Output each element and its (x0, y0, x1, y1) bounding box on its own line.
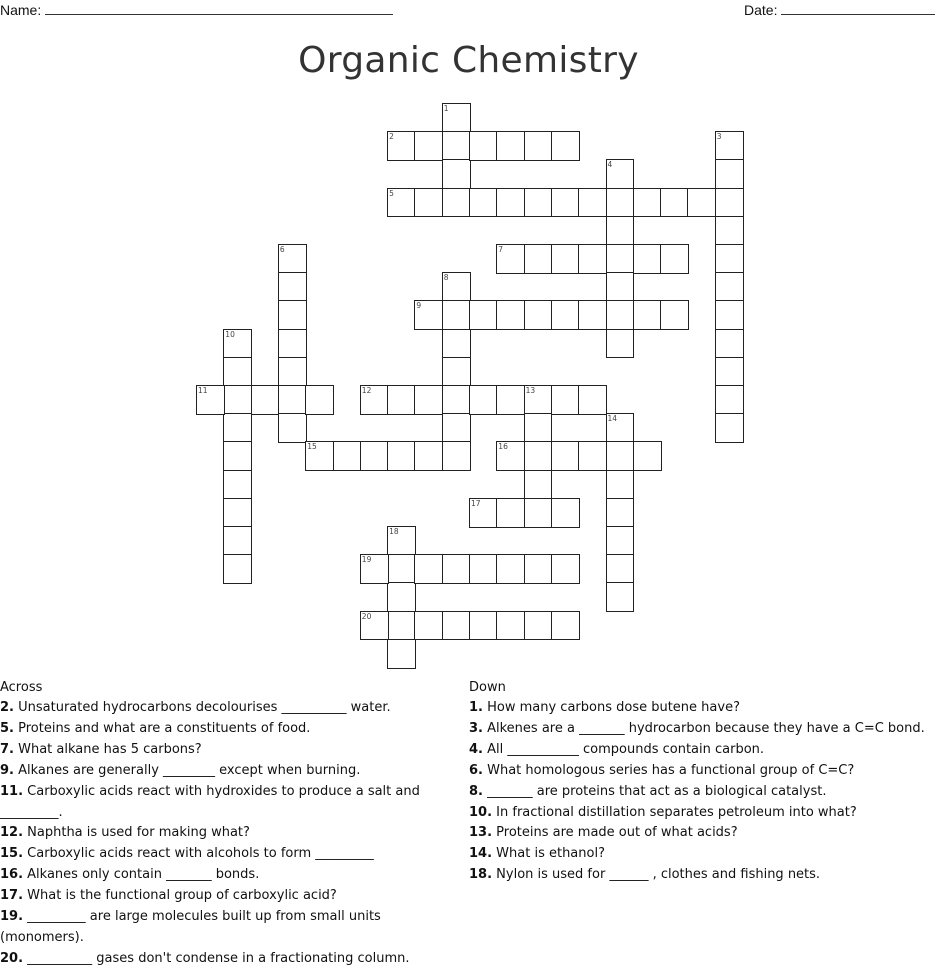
grid-cell[interactable] (305, 441, 334, 471)
grid-cell[interactable] (278, 300, 307, 330)
down-clue (469, 803, 937, 824)
grid-cell[interactable] (469, 131, 498, 161)
grid-cell[interactable] (496, 300, 525, 330)
grid-cell[interactable] (469, 300, 498, 330)
clue-text: In fractional distillation separates petroleum into what? (492, 804, 857, 820)
date-label: Date: (744, 2, 778, 18)
clue-text: Alkanes are generally ________ except when burning. (13, 762, 361, 778)
grid-cell[interactable] (496, 131, 525, 161)
clue-number: 16. (0, 867, 24, 883)
grid-cell[interactable] (551, 300, 580, 330)
grid-cell[interactable] (387, 441, 416, 471)
grid-cell[interactable] (606, 216, 635, 246)
grid-cell[interactable] (606, 526, 635, 556)
grid-cell[interactable] (496, 498, 525, 528)
grid-cell[interactable] (633, 441, 662, 471)
grid-cell[interactable] (278, 244, 307, 274)
grid-cell[interactable] (414, 441, 443, 471)
grid-cell[interactable] (551, 131, 580, 161)
clue-number: 17. (0, 888, 24, 904)
grid-cell[interactable] (524, 385, 553, 415)
grid-cell[interactable] (469, 611, 498, 641)
grid-cell[interactable] (715, 131, 744, 161)
grid-cell[interactable] (715, 385, 744, 415)
grid-cell[interactable] (278, 272, 307, 302)
grid-cell[interactable] (442, 300, 471, 330)
clue-text: What is the functional group of carboxylic acid? (23, 888, 337, 904)
clue-number: 6 (279, 245, 285, 254)
clue-number: 3 (716, 132, 722, 142)
clue-text: Naphtha is used for making what? (23, 825, 250, 841)
clue-number: 18. (469, 867, 493, 883)
clue-number: 7. (0, 741, 14, 757)
grid-cell[interactable] (715, 329, 744, 359)
grid-cell[interactable] (633, 188, 662, 218)
clue-number: 6. (469, 762, 483, 778)
grid-cell[interactable] (606, 470, 635, 500)
grid-cell[interactable] (606, 272, 635, 302)
grid-cell[interactable] (305, 385, 334, 415)
grid-cell[interactable] (387, 188, 416, 218)
across-clue (0, 886, 450, 907)
grid-cell[interactable] (715, 300, 744, 330)
clue-text: Alkanes only contain _______ bonds. (23, 867, 260, 883)
clue-text: Unsaturated hydrocarbons decolourises __________ water. (13, 700, 391, 715)
grid-cell[interactable] (223, 526, 252, 556)
clue-number: 14 (607, 414, 618, 424)
clue-text: Proteins and what are a constituents of food. (13, 720, 311, 736)
grid-cell[interactable] (469, 188, 498, 218)
clue-text: Alkenes are a _______ hydrocarbon because they have a C=C bond. (482, 720, 925, 736)
down-clue (469, 865, 937, 886)
grid-cell[interactable] (414, 131, 443, 161)
across-clue (0, 761, 450, 782)
grid-cell[interactable] (414, 385, 443, 415)
grid-cell[interactable] (442, 385, 471, 415)
clue-text: Carboxylic acids react with alcohols to form _________ (23, 846, 374, 862)
across-clue-list (0, 698, 450, 970)
grid-cell[interactable] (551, 188, 580, 218)
clue-number: 12 (361, 386, 372, 395)
clue-number: 9 (416, 301, 422, 311)
across-clue (0, 782, 450, 824)
grid-cell[interactable] (387, 582, 416, 612)
grid-cell[interactable] (442, 159, 471, 189)
clue-number: 15. (0, 846, 24, 862)
grid-cell[interactable] (442, 103, 471, 133)
across-clue (0, 949, 450, 970)
grid-cell[interactable] (606, 244, 635, 274)
grid-cell[interactable] (715, 413, 744, 443)
grid-cell[interactable] (524, 244, 553, 274)
down-clue (469, 698, 937, 719)
grid-cell[interactable] (606, 188, 635, 218)
clue-text: All ___________ compounds contain carbon. (482, 741, 765, 757)
grid-cell[interactable] (551, 244, 580, 274)
clue-number: 7 (498, 245, 504, 254)
grid-cell[interactable] (223, 441, 252, 471)
grid-cell[interactable] (387, 526, 416, 556)
across-clue (0, 823, 450, 844)
clue-text: What is ethanol? (492, 846, 605, 862)
clue-text: _______ are proteins that act as a biological catalyst. (482, 783, 827, 799)
grid-cell[interactable] (387, 131, 416, 161)
clue-number: 19. (0, 909, 24, 925)
across-clue (0, 740, 450, 761)
grid-cell[interactable] (524, 300, 553, 330)
clue-number: 8. (469, 783, 483, 799)
down-clue (469, 719, 937, 740)
grid-cell[interactable] (551, 498, 580, 528)
grid-cell[interactable] (551, 611, 580, 641)
grid-cell[interactable] (578, 188, 607, 218)
down-clue (469, 844, 937, 865)
grid-cell[interactable] (524, 498, 553, 528)
grid-cell[interactable] (223, 357, 252, 387)
clue-text: __________ gases don't condense in a fractionating column. (23, 950, 410, 966)
grid-cell[interactable] (278, 329, 307, 359)
grid-cell[interactable] (442, 188, 471, 218)
clue-number: 5. (0, 720, 14, 736)
grid-cell[interactable] (524, 554, 553, 584)
clue-number: 11 (198, 386, 208, 395)
grid-cell[interactable] (524, 188, 553, 218)
grid-cell[interactable] (606, 554, 635, 584)
grid-cell[interactable] (442, 131, 471, 161)
grid-cell[interactable] (578, 441, 607, 471)
across-heading: Across (0, 680, 43, 695)
clue-number: 19 (361, 555, 372, 565)
grid-cell[interactable] (387, 611, 416, 641)
grid-cell[interactable] (496, 188, 525, 218)
clue-text: Carboxylic acids react with hydroxides to produce a salt and _________. (0, 783, 420, 820)
grid-cell[interactable] (360, 554, 389, 584)
across-clue (0, 719, 450, 740)
down-clues (469, 678, 937, 886)
clue-number: 5 (389, 188, 394, 198)
grid-cell[interactable] (551, 554, 580, 584)
grid-cell[interactable] (715, 159, 744, 189)
grid-cell[interactable] (223, 413, 252, 443)
clue-number: 2. (0, 700, 14, 715)
grid-cell[interactable] (223, 498, 252, 528)
grid-cell[interactable] (578, 385, 607, 415)
clue-text: Proteins are made out of what acids? (492, 825, 738, 841)
grid-cell[interactable] (606, 441, 635, 471)
grid-cell[interactable] (196, 385, 225, 415)
grid-cell[interactable] (660, 300, 689, 330)
grid-cell[interactable] (496, 244, 525, 274)
grid-cell[interactable] (442, 441, 471, 471)
down-clue (469, 761, 937, 782)
clue-number: 4 (607, 160, 613, 170)
grid-cell[interactable] (360, 441, 389, 471)
clue-text: What homologous series has a functional group of C=C? (482, 762, 855, 778)
grid-cell[interactable] (387, 639, 416, 669)
down-clue (469, 740, 937, 761)
grid-cell[interactable] (633, 244, 662, 274)
name-label: Name: (0, 2, 42, 18)
clue-number: 13 (525, 386, 536, 395)
clue-text: _________ are large molecules built up from small units (monomers). (0, 909, 381, 945)
grid-cell[interactable] (360, 385, 389, 415)
grid-cell[interactable] (414, 188, 443, 218)
grid-cell[interactable] (387, 385, 416, 415)
grid-cell[interactable] (715, 272, 744, 302)
grid-cell[interactable] (442, 272, 471, 302)
grid-cell[interactable] (551, 385, 580, 415)
grid-cell[interactable] (333, 441, 362, 471)
grid-cell[interactable] (496, 554, 525, 584)
clue-number: 15 (307, 442, 317, 452)
grid-cell[interactable] (524, 131, 553, 161)
grid-cell[interactable] (442, 413, 471, 443)
grid-cell[interactable] (442, 357, 471, 387)
grid-cell[interactable] (578, 300, 607, 330)
clue-number: 18 (389, 527, 399, 536)
across-clue (0, 907, 450, 949)
clue-text: What alkane has 5 carbons? (13, 741, 202, 757)
clue-number: 10 (225, 329, 235, 339)
grid-cell[interactable] (606, 498, 635, 528)
down-clue (469, 782, 937, 803)
grid-cell[interactable] (496, 611, 525, 641)
grid-cell[interactable] (606, 300, 635, 330)
grid-cell[interactable] (606, 413, 635, 443)
grid-cell[interactable] (524, 413, 553, 443)
grid-cell[interactable] (660, 244, 689, 274)
down-clue-list (469, 698, 937, 886)
grid-cell[interactable] (278, 357, 307, 387)
clue-number: 16 (498, 442, 508, 452)
clue-number: 2 (389, 132, 394, 142)
grid-cell[interactable] (524, 470, 553, 500)
grid-cell[interactable] (715, 216, 744, 246)
grid-cell[interactable] (715, 244, 744, 274)
across-clue (0, 865, 450, 886)
clue-number: 17 (471, 498, 481, 508)
grid-cell[interactable] (496, 441, 525, 471)
clue-number: 4. (469, 741, 483, 757)
grid-cell[interactable] (606, 329, 635, 359)
grid-cell[interactable] (551, 441, 580, 471)
grid-cell[interactable] (442, 611, 471, 641)
page-title: Organic Chemistry (298, 40, 639, 81)
grid-cell[interactable] (578, 244, 607, 274)
down-heading: Down (469, 680, 506, 695)
clue-number: 12. (0, 825, 24, 841)
grid-cell[interactable] (360, 611, 389, 641)
grid-cell[interactable] (524, 441, 553, 471)
grid-cell[interactable] (715, 357, 744, 387)
across-clues (0, 678, 450, 970)
clue-number: 20. (0, 950, 24, 966)
grid-cell[interactable] (223, 385, 252, 415)
grid-cell[interactable] (442, 554, 471, 584)
grid-cell[interactable] (278, 413, 307, 443)
across-clue (0, 698, 450, 719)
grid-cell[interactable] (469, 498, 498, 528)
clue-number: 10. (469, 804, 493, 820)
grid-cell[interactable] (278, 385, 307, 415)
clue-number: 1 (443, 104, 449, 113)
clue-number: 13. (469, 825, 493, 841)
clue-text: Nylon is used for ______ , clothes and fishing nets. (492, 867, 821, 883)
grid-cell[interactable] (715, 188, 744, 218)
grid-cell[interactable] (660, 188, 689, 218)
clue-text: How many carbons dose butene have? (482, 700, 740, 715)
grid-cell[interactable] (414, 611, 443, 641)
grid-cell[interactable] (496, 385, 525, 415)
clue-number: 20 (361, 611, 372, 621)
clue-number: 9. (0, 762, 14, 778)
grid-cell[interactable] (223, 554, 252, 584)
grid-cell[interactable] (633, 300, 662, 330)
clue-number: 1. (469, 700, 483, 715)
grid-cell[interactable] (469, 554, 498, 584)
clue-number: 11. (0, 783, 24, 799)
grid-cell[interactable] (387, 554, 416, 584)
grid-cell[interactable] (223, 329, 252, 359)
grid-cell[interactable] (606, 582, 635, 612)
clue-number: 3. (469, 720, 483, 736)
clue-number: 8 (443, 273, 449, 283)
grid-cell[interactable] (469, 385, 498, 415)
grid-cell[interactable] (442, 329, 471, 359)
grid-cell[interactable] (687, 188, 716, 218)
down-clue (469, 823, 937, 844)
grid-cell[interactable] (524, 611, 553, 641)
grid-cell[interactable] (606, 159, 635, 189)
grid-cell[interactable] (414, 554, 443, 584)
grid-cell[interactable] (414, 300, 443, 330)
grid-cell[interactable] (251, 385, 280, 415)
clue-number: 14. (469, 846, 493, 862)
grid-cell[interactable] (223, 470, 252, 500)
across-clue (0, 844, 450, 865)
